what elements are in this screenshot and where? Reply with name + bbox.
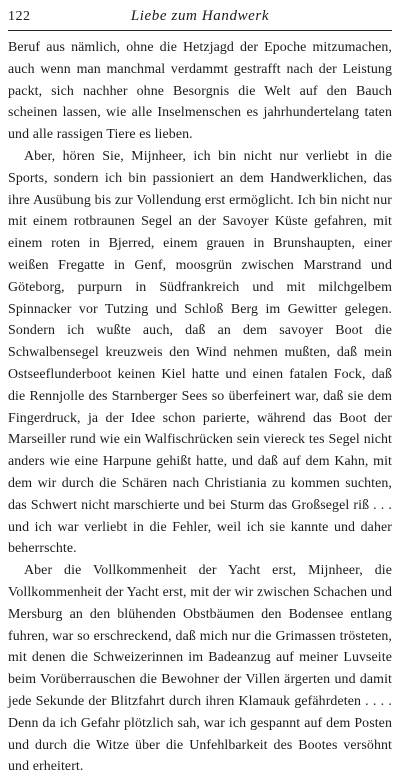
running-head <box>8 6 392 31</box>
book-page <box>8 6 392 778</box>
paragraph-continued: Beruf aus nämlich, ohne die Hetzjagd der Epoche mitzumachen, auch wenn man manchmal verdammt gestrafft nach der Leistung packt, sich nachher ohne Besorgnis die Welt auf den Bauch scheinen lassen, wie alle Inselmenschen es jahrhundertelang taten und alle rassigen Tiere es lieben. <box>8 40 392 143</box>
page-number: 122 <box>8 9 31 24</box>
paragraph-sports: Aber, hören Sie, Mijnheer, ich bin nicht nur verliebt in die Sports, sondern ich bin passioniert an dem Handwerklichen, das ihre Ausübung bis zur Vollendung erst ermöglicht. Ich bin nicht nur mit einem rotbraunen Segel an der Savoyer Küste gefahren, mit einem roten in Bjerred, einem grauen in Brunshaupten, einer weißen Fregatte in Genf, moosgrün zwischen Marstrand und Göteborg, purpurn in Südfrankreich und mit milchgelbem Spinnacker vor Tutzing und Schloß Berg im Gewitter gelegen. Sondern ich wußte auch, daß an dem savoyer Boot die Schwalbensegel kreuzweis den Wind nehmen mußten, daß mein Ostseeflunderboot keinen Kiel hatte und einen fatalen Fock, daß die Rennjolle des Starnberger Sees so überfeinert war, daß sie dem Fingerdruck, ja der Idee schon parierte, während das Boot der Marseiller rund wie ein Walfischrücken sein viereck tes Segel nicht anders wie eine Harpune gehißt hatte, und daß auf dem Kahn, mit dem wir durch die Schären nach Christiania zu kommen suchten, das Schwert nicht marschierte und bei Sturm das Großsegel riß . . . und ich war verliebt in die Fehler, weil ich sie kannte und daher beherrschte. <box>8 148 392 557</box>
body-text <box>8 37 392 778</box>
running-title: Liebe zum Handwerk <box>130 8 270 24</box>
paragraph-yacht: Aber die Vollkommenheit der Yacht erst, Mijnheer, die Vollkommenheit der Yacht erst, mit der wir zwischen Schachen und Mersburg an den blühenden Obstbäumen den Bodensee entlang fuhren, war so erschreckend, daß mich nur die Grimassen trösteten, mit denen die Schweizerinnen im Badeanzug auf meiner Luvseite beim Vorüberrauschen die Bewohner der Villen ärgerten und damit jede Sekunde der Blitzfahrt durch ihren Klamauk gefährdeten . . . . Denn da ich Gefahr plötzlich sah, war ich gespannt auf dem Posten und durch die Witze über die Unfehlbarkeit des Bootes versöhnt und erheitert. <box>8 563 392 775</box>
